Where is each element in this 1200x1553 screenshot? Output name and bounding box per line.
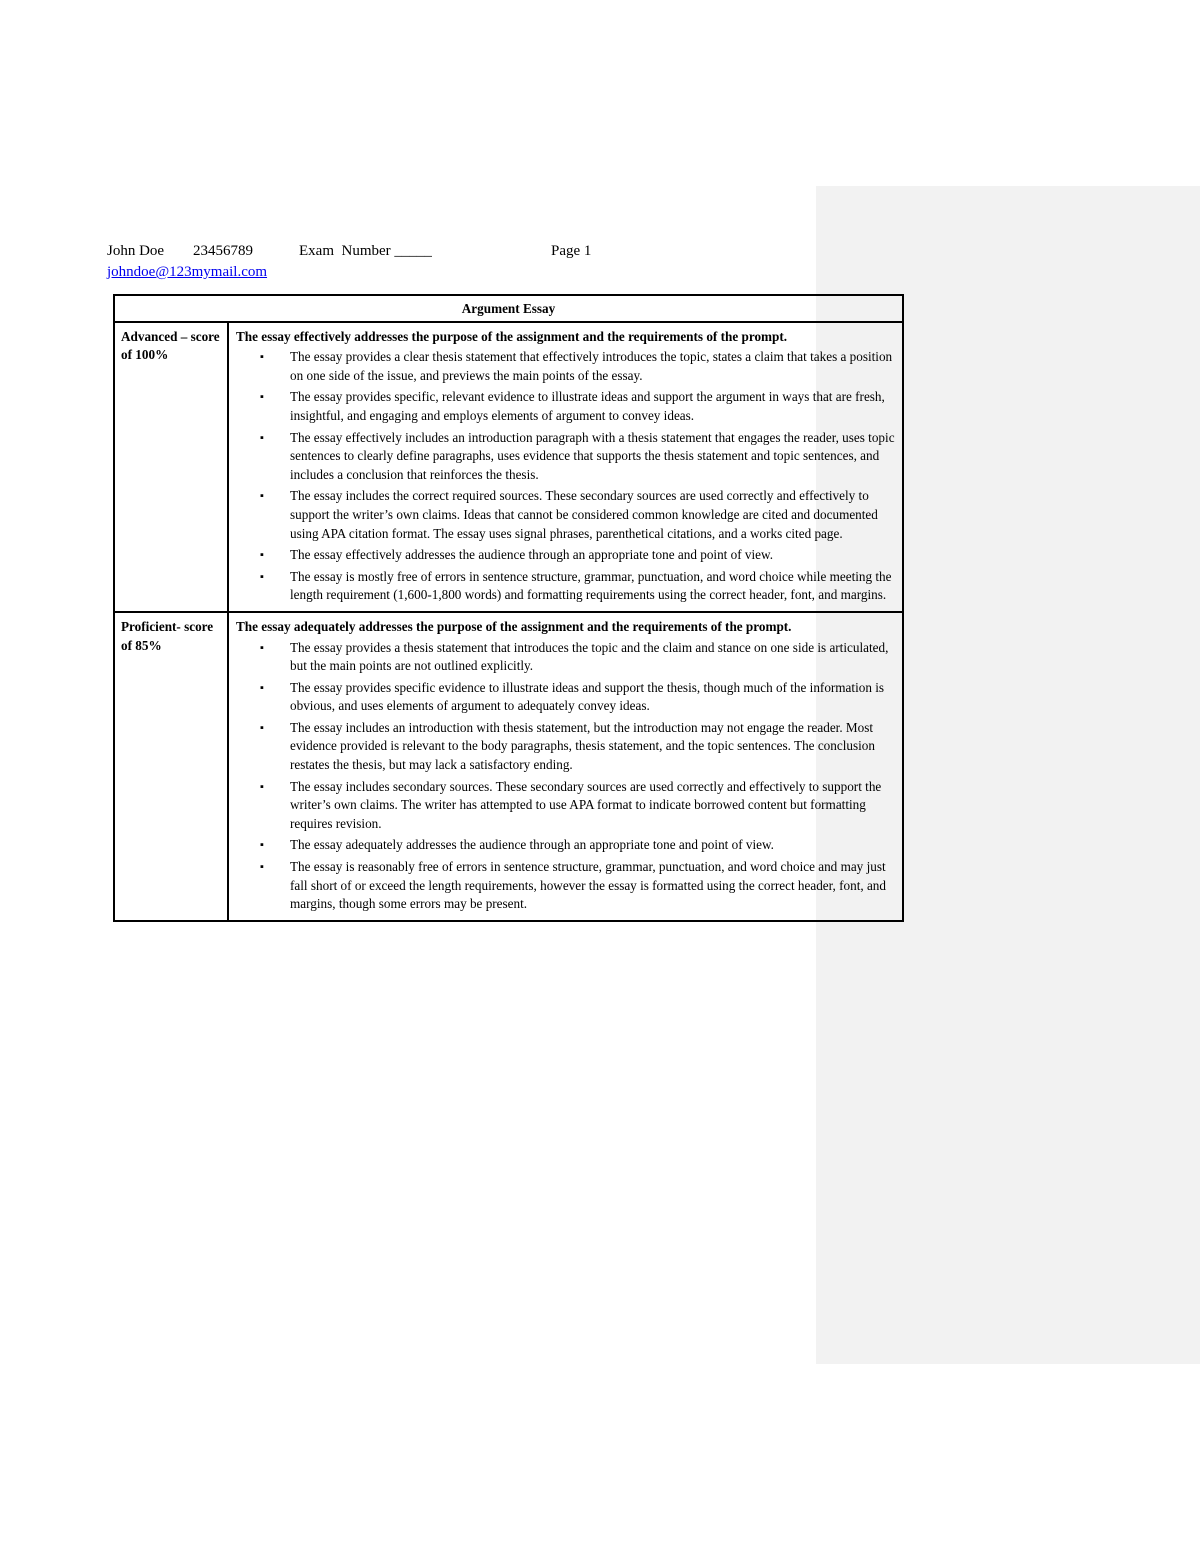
level-description	[228, 612, 903, 921]
rubric-row-proficient	[114, 612, 903, 921]
level-summary: The essay effectively addresses the purpose of the assignment and the requirements of the prompt.	[236, 328, 788, 344]
criteria-item: ▪ The essay includes an introduction with thesis statement, but the introduction may not engage the reader. Most evidence provided is relevant to the body paragraphs, thesis statement, and the topic sentences. The conclusion restates the thesis, but may lack a satisfactory ending.	[236, 719, 896, 775]
level-summary: The essay adequately addresses the purpose of the assignment and the requirements of the prompt.	[236, 618, 792, 634]
criteria-item: ▪ The essay provides specific, relevant evidence to illustrate ideas and support the argument in ways that are fresh, insightful, and engaging and employs elements of argument to convey ideas.	[236, 388, 896, 425]
student-name: John Doe	[107, 243, 165, 259]
criteria-item: ▪ The essay is reasonably free of errors in sentence structure, grammar, punctuation, and word choice and may just fall short of or exceed the length requirements, however the essay is formatted using the correct header, font, and margins, though some errors may be present.	[236, 858, 896, 914]
student-id: 23456789	[193, 243, 253, 259]
level-description	[228, 322, 903, 612]
exam-number: Exam Number _____	[299, 243, 432, 259]
email-link[interactable]: johndoe@123mymail.com	[107, 264, 268, 280]
document-header	[107, 242, 591, 261]
rubric-row-advanced	[114, 322, 903, 612]
criteria-item: ▪ The essay effectively addresses the audience through an appropriate tone and point of view.	[236, 546, 896, 565]
criteria-item: ▪ The essay adequately addresses the audience through an appropriate tone and point of view.	[236, 836, 896, 855]
level-label: Proficient- score of 85%	[114, 612, 228, 921]
rubric-table	[113, 294, 904, 922]
criteria-item: ▪ The essay effectively includes an introduction paragraph with a thesis statement that engages the reader, uses topic sentences to clearly define paragraphs, uses evidence that supports the thesis statement and topic sentences, and includes a conclusion that reinforces the thesis.	[236, 429, 896, 485]
rubric-title: Argument Essay	[114, 295, 903, 322]
criteria-item: ▪ The essay provides a thesis statement that introduces the topic and the claim and stance on one side is articulated, but the main points are not outlined explicitly.	[236, 639, 896, 676]
level-label: Advanced – score of 100%	[114, 322, 228, 612]
criteria-list	[236, 348, 896, 605]
criteria-item: ▪ The essay provides specific evidence to illustrate ideas and support the thesis, though much of the information is obvious, and uses elements of argument to adequately convey ideas.	[236, 679, 896, 716]
criteria-item: ▪ The essay provides a clear thesis statement that effectively introduces the topic, states a claim that takes a position on one side of the issue, and previews the main points of the essay.	[236, 348, 896, 385]
page-number: Page 1	[551, 243, 592, 259]
criteria-list	[236, 639, 896, 914]
criteria-item: ▪ The essay is mostly free of errors in sentence structure, grammar, punctuation, and word choice while meeting the length requirement (1,600-1,800 words) and formatting requirements using the correct header, font, and margins.	[236, 568, 896, 605]
criteria-item: ▪ The essay includes secondary sources. These secondary sources are used correctly and effectively to support the writer’s own claims. The writer has attempted to use APA format to indicate borrowed content but formatting requires revision.	[236, 778, 896, 834]
criteria-item: ▪ The essay includes the correct required sources. These secondary sources are used correctly and effectively to support the writer’s own claims. Ideas that cannot be considered common knowledge are cited and documented using APA citation format. The essay uses signal phrases, parenthetical citations, and a works cited page.	[236, 487, 896, 543]
rubric-title-row	[114, 295, 903, 322]
